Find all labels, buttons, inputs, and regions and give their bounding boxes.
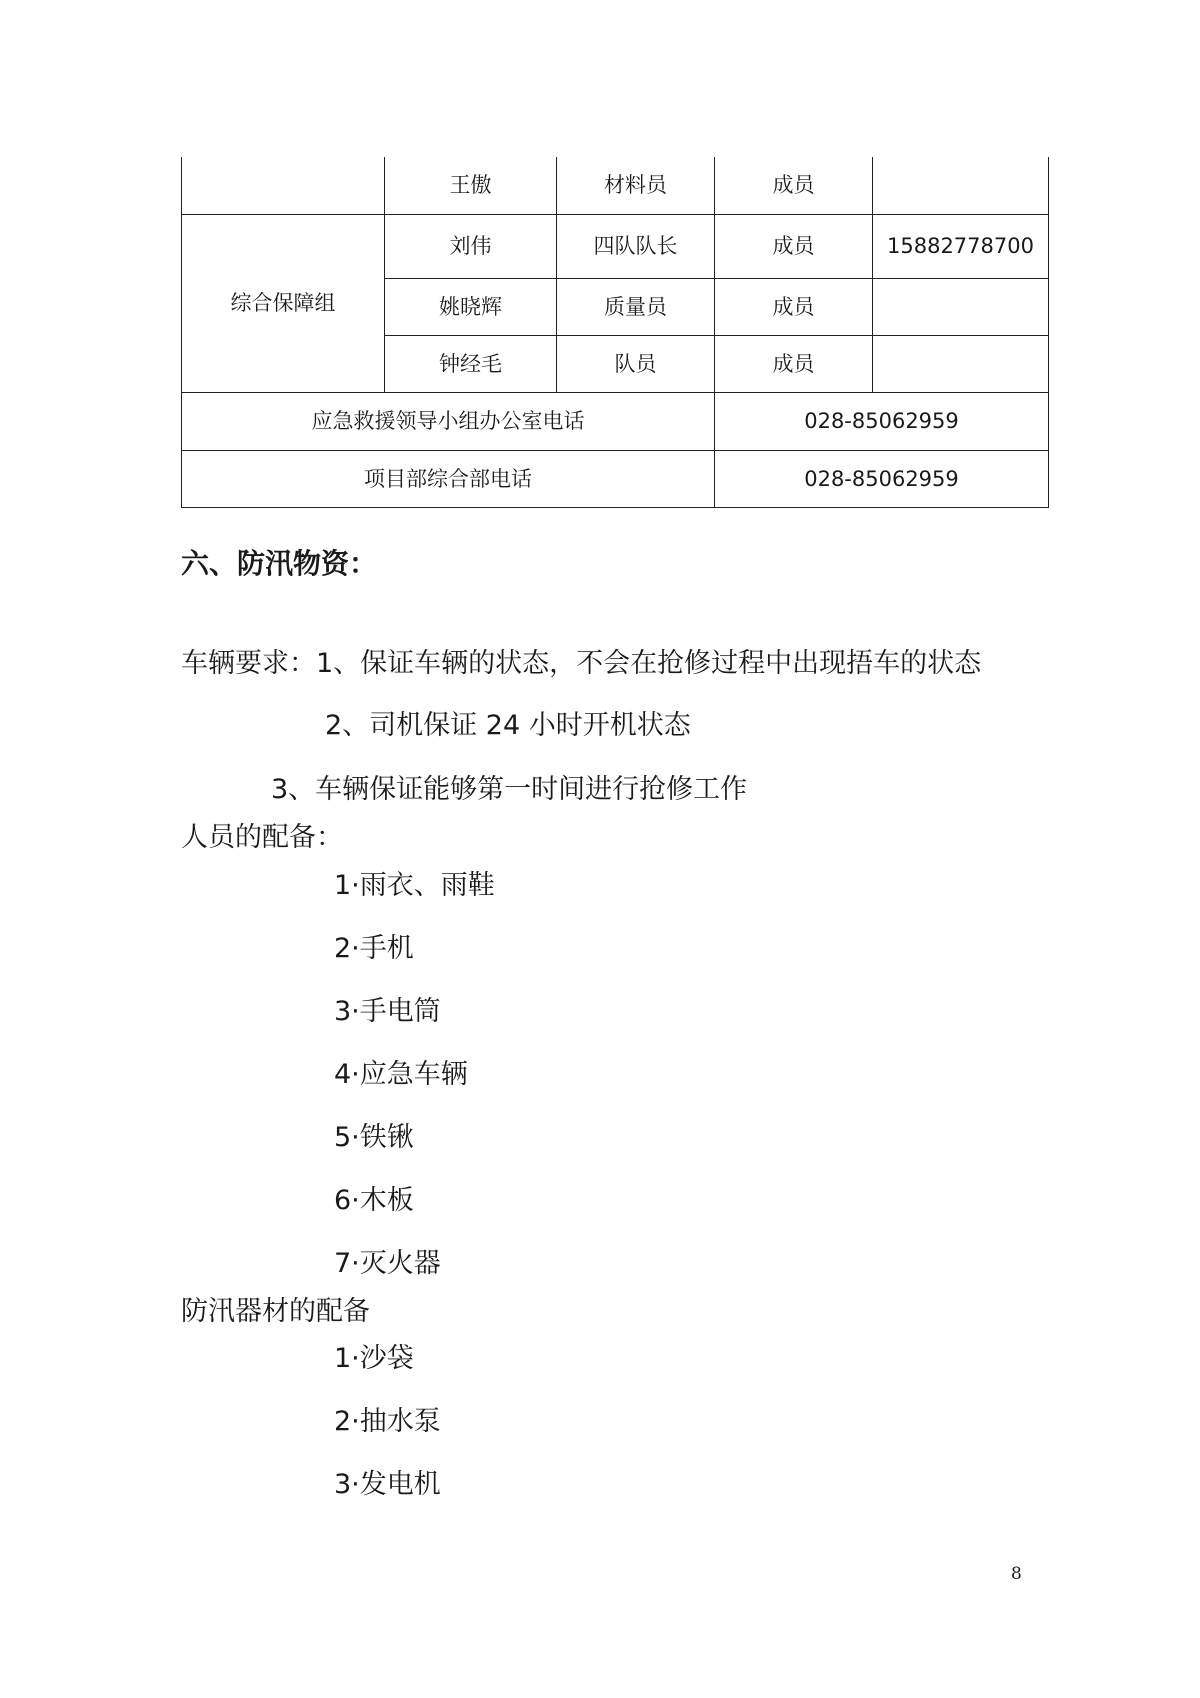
personnel-item: 4·应急车辆 bbox=[334, 1059, 468, 1090]
name-cell: 钟经毛 bbox=[385, 336, 557, 393]
role-cell: 队员 bbox=[557, 336, 715, 393]
table-row bbox=[182, 451, 1049, 508]
emergency-contact-table bbox=[181, 157, 1049, 508]
dept-phone-value: 028-85062959 bbox=[715, 451, 1049, 508]
group-cell: 综合保障组 bbox=[182, 215, 385, 393]
position-cell: 成员 bbox=[715, 157, 873, 215]
personnel-item: 1·雨衣、雨鞋 bbox=[334, 870, 495, 901]
personnel-item: 3·手电筒 bbox=[334, 996, 441, 1027]
section-heading: 六、防汛物资： bbox=[181, 547, 378, 580]
personnel-item: 6·木板 bbox=[334, 1185, 414, 1216]
group-cell bbox=[182, 157, 385, 215]
personnel-item: 5·铁锹 bbox=[334, 1122, 414, 1153]
name-cell: 刘伟 bbox=[385, 215, 557, 279]
personnel-item: 2·手机 bbox=[334, 933, 414, 964]
office-phone-label: 应急救援领导小组办公室电话 bbox=[182, 393, 715, 451]
role-cell: 质量员 bbox=[557, 279, 715, 336]
table-row bbox=[182, 157, 1049, 215]
page-number: 8 bbox=[1011, 1564, 1022, 1584]
equipment-item: 2·抽水泵 bbox=[334, 1406, 441, 1437]
phone-cell bbox=[873, 215, 1049, 279]
table-row bbox=[182, 215, 1049, 279]
office-phone-value: 028-85062959 bbox=[715, 393, 1049, 451]
phone-cell bbox=[873, 279, 1049, 336]
equipment-item: 1·沙袋 bbox=[334, 1343, 414, 1374]
position-cell: 成员 bbox=[715, 336, 873, 393]
phone-cell bbox=[873, 336, 1049, 393]
role-cell: 材料员 bbox=[557, 157, 715, 215]
personnel-item: 7·灭火器 bbox=[334, 1248, 441, 1279]
role-cell: 四队队长 bbox=[557, 215, 715, 279]
equipment-title: 防汛器材的配备 bbox=[181, 1296, 370, 1327]
name-cell: 王傲 bbox=[385, 157, 557, 215]
personnel-title: 人员的配备： bbox=[181, 822, 343, 853]
equipment-item: 3·发电机 bbox=[334, 1469, 441, 1500]
name-cell: 姚晓辉 bbox=[385, 279, 557, 336]
phone-number: 15882778700 bbox=[887, 234, 1034, 259]
vehicle-requirement-line-3: 3、车辆保证能够第一时间进行抢修工作 bbox=[271, 774, 748, 805]
position-cell: 成员 bbox=[715, 279, 873, 336]
position-cell: 成员 bbox=[715, 215, 873, 279]
phone-cell bbox=[873, 157, 1049, 215]
vehicle-requirement-line-1: 车辆要求：1、保证车辆的状态，不会在抢修过程中出现捂车的状态 bbox=[181, 648, 982, 679]
vehicle-requirement-line-2: 2、司机保证 24 小时开机状态 bbox=[325, 710, 691, 741]
table-row bbox=[182, 393, 1049, 451]
dept-phone-label: 项目部综合部电话 bbox=[182, 451, 715, 508]
